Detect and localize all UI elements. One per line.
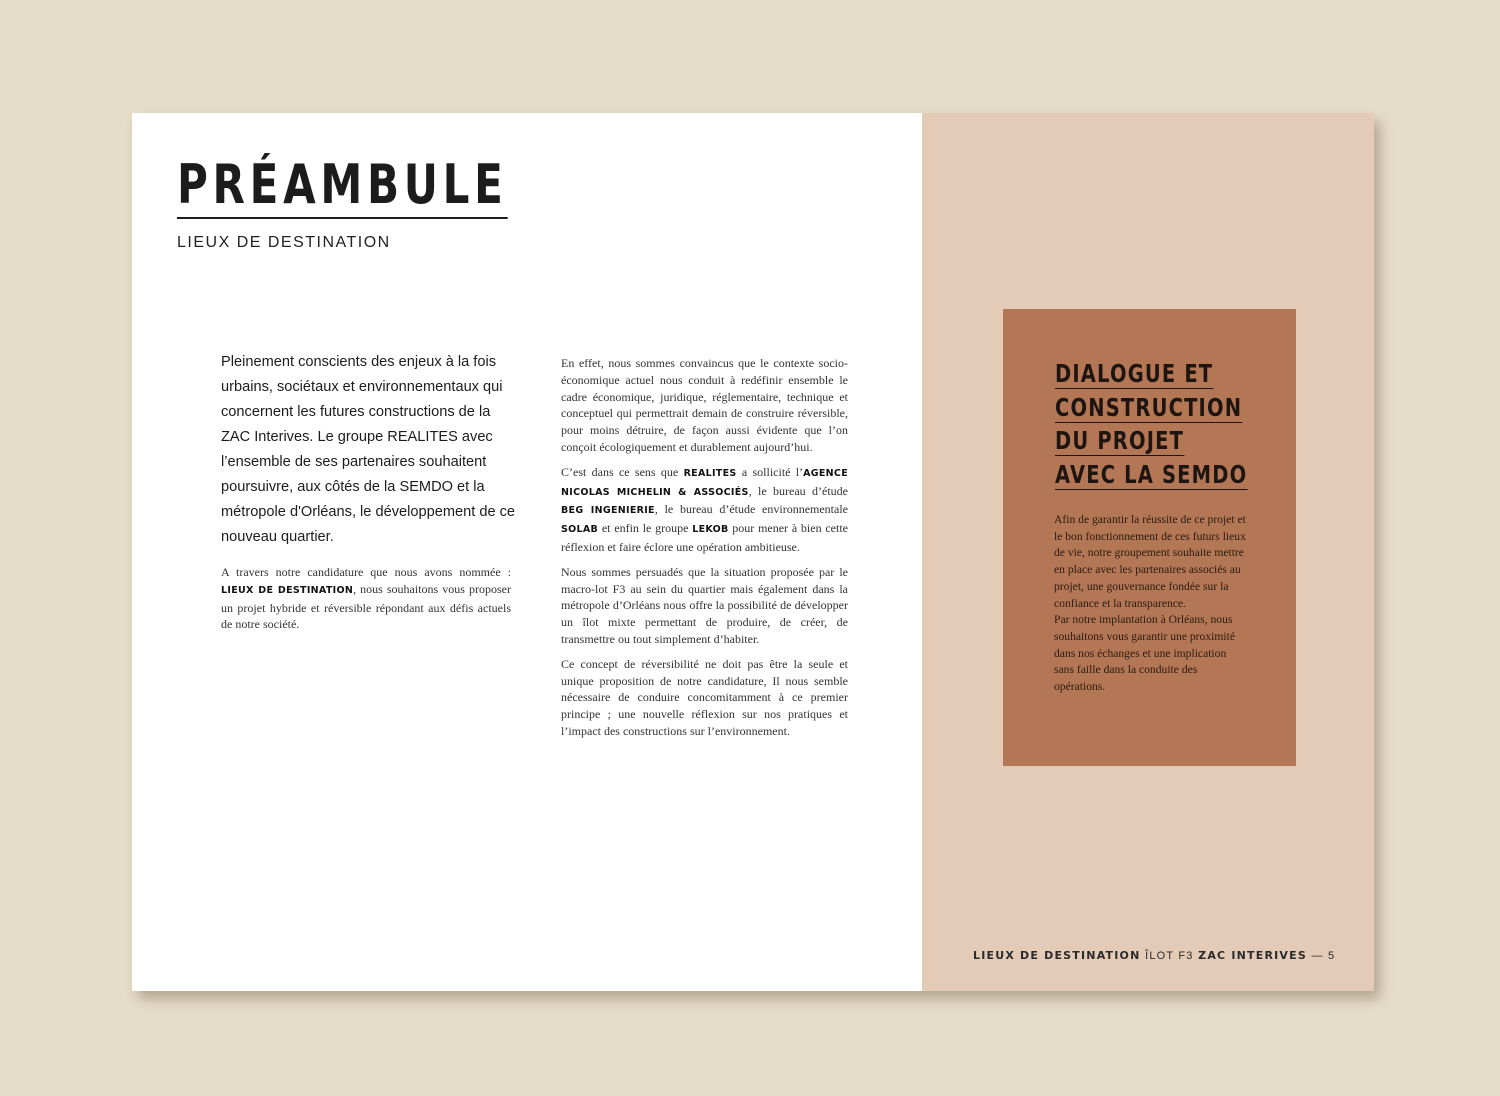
- p2-text: , le bureau d’étude environnementale: [654, 502, 849, 517]
- page-number: — 5: [1311, 950, 1336, 962]
- body-paragraph-2: [561, 464, 848, 556]
- lead-paragraph: Pleinement conscients des enjeux à la fois urbains, sociétaux et environnementaux qui concernent les futures constructions de la ZAC Interives. Le groupe REALITES avec l’ensemble de ses partenaires souhaitent poursuivre, aux côtés de la SEMDO et la métropole d'Orléans, le développement de ce nouveau quartier.: [221, 354, 516, 545]
- box-heading-line: DU PROJET: [1055, 426, 1185, 455]
- left-page: [132, 113, 922, 991]
- intro-text-before: A travers notre candidature que nous avons nommée :: [221, 565, 511, 579]
- box-paragraph-1: Afin de garantir la réussite de ce projet et le bon fonctionnement de ces futurs lieux de vie, notre groupement souhaite mettre en place avec les partenaires associés au projet, une gouvernance fondée sur la confiance et la transparence.: [1054, 513, 1246, 610]
- p2-partner-agence: AGENCE NICOLAS MICHELIN & ASSOCIÉS: [561, 467, 848, 498]
- highlight-box: [1003, 309, 1296, 766]
- p2-text: C’est dans ce sens que: [561, 464, 684, 479]
- footer-zac: ZAC INTERIVES: [1198, 949, 1307, 962]
- body-paragraph-3: Nous sommes persuadés que la situation proposée par le macro-lot F3 au sein du quartier mais également dans la métropole d’Orléans nous offre la possibilité de développer un îlot mixte permettant de produire, de créer, de transmettre ou tout simplement d’habiter.: [561, 564, 848, 646]
- brochure-spread: [132, 113, 1374, 991]
- box-heading-line: AVEC LA SEMDO: [1055, 459, 1248, 489]
- page-title: PRÉAMBULE: [177, 155, 508, 219]
- body-paragraph-4: Ce concept de réversibilité ne doit pas être la seule et unique proposition de notre candidature, Il nous semble nécessaire de conduire concomitamment à ce premier principe ; une nouvelle réflexion sur nos pratiques et l’impact des constructions sur l’environnement.: [561, 656, 848, 738]
- body-paragraph-1: En effet, nous sommes convaincus que le contexte socio-économique actuel nous conduit à redéfinir ensemble le cadre économique, juridique, réglementaire, technique et conceptuel qui permettrait demain de construire réversible, pour moins détruire, de façon aussi évidente que l’on conçoit écologiquement et durablement aujourd’hui.: [561, 356, 848, 454]
- box-heading-line: CONSTRUCTION: [1055, 392, 1243, 422]
- footer-lot: ÎLOT F3: [1145, 950, 1194, 962]
- box-body: [1054, 512, 1247, 696]
- footer-project-name: LIEUX DE DESTINATION: [973, 949, 1141, 962]
- body-column: [561, 355, 848, 748]
- box-heading: [1055, 357, 1295, 491]
- intro-paragraph: [221, 564, 511, 633]
- intro-text-after: , nous souhaitons vous proposer un projet hybride et réversible répondant aux défis actuels de notre société.: [221, 581, 511, 632]
- intro-project-name: LIEUX DE DESTINATION: [221, 584, 354, 596]
- right-page: [922, 113, 1374, 991]
- box-heading-line: DIALOGUE ET: [1055, 359, 1214, 388]
- p2-partner-beg: BEG INGENIERIE: [561, 505, 655, 517]
- p2-partner-solab: SOLAB: [561, 524, 599, 536]
- p2-text: et enfin le groupe: [598, 521, 693, 536]
- p2-text: pour mener à bien cette réflexion et faire éclore une opération ambitieuse.: [561, 521, 848, 554]
- page-subtitle: LIEUX DE DESTINATION: [177, 234, 391, 251]
- page-footer: [973, 948, 1335, 962]
- p2-partner-lekob: LEKOB: [692, 524, 729, 536]
- box-paragraph-2: Par notre implantation à Orléans, nous souhaitons vous garantir une proximité dans nos échanges et une implication sans faille dans la conduite des opérations.: [1054, 613, 1235, 694]
- p2-text: a sollicité l’: [736, 464, 804, 479]
- p2-partner-realites: REALITES: [683, 467, 737, 479]
- p2-text: , le bureau d’étude: [748, 483, 848, 498]
